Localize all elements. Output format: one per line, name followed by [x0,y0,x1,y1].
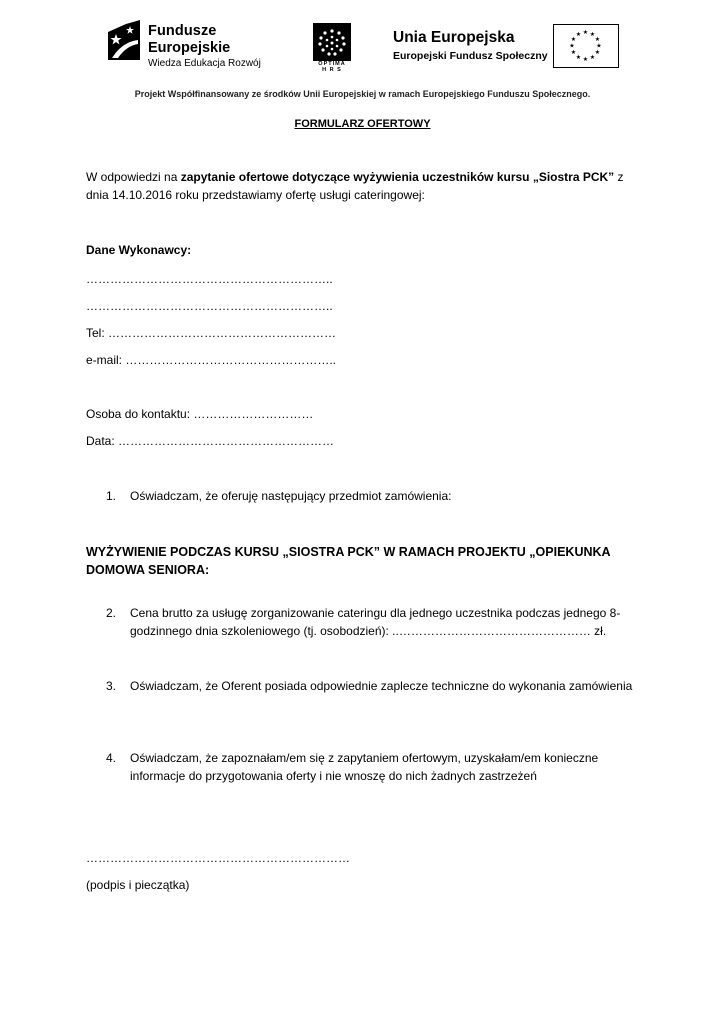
eu-flag-icon [553,24,619,68]
fundusze-europejskie-logo-icon [108,20,140,60]
list-item-number: 4. [106,751,117,765]
list-item-text: Oświadczam, że zapoznałam/em się z zapytaniem ofertowym, uzyskałam/em konieczne informacje do przygotowania oferty i nie wnoszę do nich żadnych zastrzeżeń [130,751,599,783]
list-item-number: 2. [106,606,117,620]
eu-logo-line2: Europejski Fundusz Społeczny [393,49,548,62]
svg-text:★: ★ [582,29,589,36]
svg-text:★: ★ [594,49,601,56]
svg-text:★: ★ [596,42,602,50]
intro-paragraph [86,168,646,204]
optima-label-line2: H R S [322,67,342,74]
contractor-address-field: …………………………………………………….. [86,299,333,313]
list-item [106,604,646,640]
intro-bold: zapytanie ofertowe dotyczące wyżywienia uczestników kursu „Siostra PCK” [180,170,615,184]
list-item-number: 1. [106,489,117,503]
svg-text:★: ★ [589,54,596,61]
list-item [106,677,646,695]
intro-post: z dnia 14.10.2016 roku przedstawiamy ofertę usługi cateringowej: [86,170,624,202]
page-title: FORMULARZ OFERTOWY [294,118,431,130]
svg-text:★: ★ [570,36,577,43]
list-item-text: Oświadczam, że Oferent posiada odpowiednie zaplecze techniczne do wykonania zamówienia [130,679,633,693]
list-item-text: Oświadczam, że oferuję następujący przedmiot zamówienia: [130,489,452,503]
svg-text:★: ★ [594,36,601,43]
list-item-text: Cena brutto za usługę zorganizowanie cateringu dla jednego uczestnika podczas jednego 8-godzinnego dnia szkoleniowego (tj. osobodzień): ..………………………………………… zł. [130,606,621,638]
svg-text:★: ★ [575,54,582,61]
svg-text:★: ★ [582,56,589,63]
eu-logo-line1: Unia Europejska [393,29,515,46]
list-item [106,487,646,505]
list-item-number: 3. [106,679,117,693]
funds-logo-line1: Fundusze [148,23,217,39]
svg-text:★: ★ [570,49,577,56]
funds-logo-line2: Europejskie [148,39,231,56]
fundusze-europejskie-text [148,24,261,69]
intro-pre: W odpowiedzi na [86,170,181,184]
offer-subject-heading: WYŻYWIENIE PODCZAS KURSU „SIOSTRA PCK” W RAMACH PROJEKTU „OPIEKUNKA DOMOWA SENIORA: [86,545,611,577]
optima-logo-icon [313,23,351,61]
contact-person-field: Osoba do kontaktu: ………………………… [86,407,314,421]
svg-text:★: ★ [569,42,575,50]
email-field: e-mail: …………………………………………….. [86,353,337,367]
optima-label-line1: OPTIMA [318,61,346,67]
signature-caption: (podpis i pieczątka) [86,878,190,892]
svg-text:★: ★ [589,31,596,38]
signature-line: ………………………………………………………… [86,851,350,865]
eu-logo-text [393,30,548,61]
funds-logo-line3: Wiedza Edukacja Rozwój [148,58,261,69]
list-item [106,749,646,785]
svg-text:★: ★ [575,31,582,38]
project-cofinancing-line: Projekt Współfinansowany ze środków Unii Europejskiej w ramach Europejskiego Funduszu Społecznego. [134,89,591,99]
contractor-label: Dane Wykonawcy: [86,243,192,257]
date-field: Data: ……………………………………………… [86,434,335,448]
phone-field: Tel: ………………………………………………… [86,326,337,340]
contractor-name-field: …………………………………………………….. [86,272,333,286]
optima-logo-label [309,61,355,73]
